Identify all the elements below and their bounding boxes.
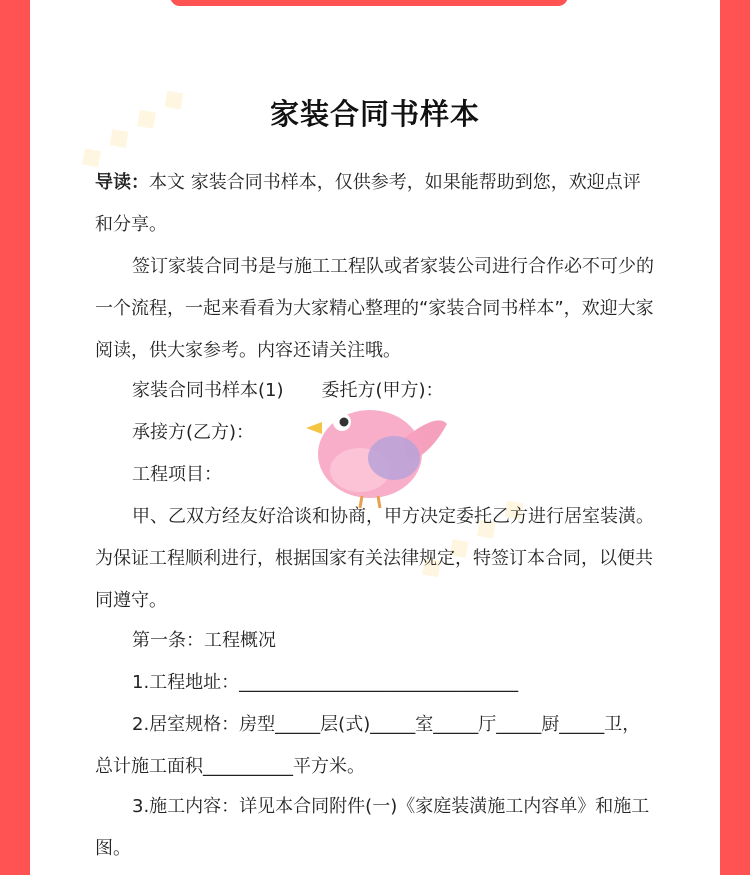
top-tab-decoration xyxy=(170,0,568,6)
item-3-scope: 3.施工内容：详见本合同附件(一)《家庭装潢施工内容单》和施工图。 xyxy=(95,796,650,859)
client-label: 委托方(甲方)： xyxy=(321,380,444,401)
intro-text: 本文 家装合同书样本，仅供参考，如果能帮助到您，欢迎点评和分享。 xyxy=(95,172,641,235)
document-title: 家装合同书样本 xyxy=(269,97,480,131)
article-1-heading: 第一条：工程概况 xyxy=(132,630,276,651)
item-2-room-spec: 2.居室规格：房型_____层(式)_____室_____厅_____厨_____卫，总计施工面积__________平方米。 xyxy=(95,714,641,777)
watermark: ◆ ◆ ◆ ◆ xyxy=(71,77,193,178)
document-page xyxy=(30,0,720,875)
intro-label: 导读： xyxy=(95,172,149,193)
paragraph-2: 甲、乙双方经友好洽谈和协商，甲方决定委托乙方进行居室装潢。为保证工程顺利进行，根据国家有关法律规定，特签订本合同，以便共同遵守。 xyxy=(95,506,654,611)
sample-heading: 家装合同书样本(1) xyxy=(132,380,284,401)
intro-paragraph xyxy=(95,162,655,246)
item-1-address: 1.工程地址：_______________________________ xyxy=(132,672,519,693)
bird-mascot-icon xyxy=(302,392,452,510)
contractor-label: 承接方(乙方)： xyxy=(132,422,255,443)
project-label: 工程项目： xyxy=(132,464,222,485)
watermark: ◆ ◆ ◆ ◆ xyxy=(411,487,533,588)
paragraph-1: 签订家装合同书是与施工工程队或者家装公司进行合作必不可少的一个流程，一起来看看为大家精心整理的“家装合同书样本”，欢迎大家阅读，供大家参考。内容还请关注哦。 xyxy=(95,256,654,361)
